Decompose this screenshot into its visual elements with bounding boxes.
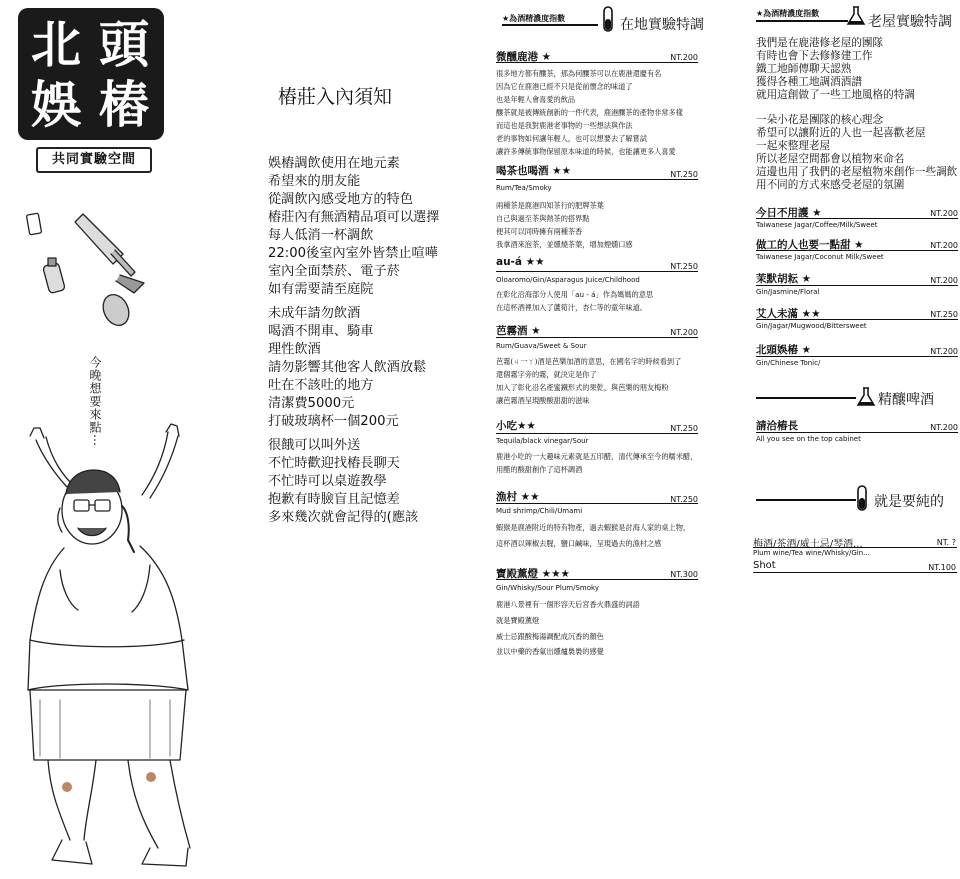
menu-item-desc: 加入了彰化沿名產蜜鐵形式的果乾，與芭樂的朋友梅粉 [496, 383, 669, 392]
menu-item-name: 茉默胡耘 ★ [756, 273, 812, 285]
flask-icon [856, 386, 876, 408]
illustration-caption: 今晚想要來點⋯ [88, 356, 102, 447]
menu-item-sub: Rum/Tea/Smoky [496, 184, 552, 192]
menu-item-sub: Tequila/black vinegar/Sour [496, 437, 589, 445]
menu-item-name: 做工的人也要一點甜 ★ [756, 239, 864, 251]
menu-item-price: NT.200 [930, 423, 958, 432]
menu-item-name: Shot [753, 560, 776, 571]
menu-item-sub: Gin/Jagar/Mugwood/Bittersweet [756, 322, 867, 330]
menu-item-desc: 因為它在鹿港已經不只是從前懷念的味道了 [496, 82, 633, 91]
section-title-old-house: 老屋實驗特調 [868, 14, 952, 30]
intro-line: 有時也會下去修修建工作 [756, 50, 873, 62]
menu-item-desc: 蝦猴是鹿港附近的特有物產，過去蝦猴是討海人家的桌上物， [496, 523, 691, 532]
header-rule [502, 24, 598, 26]
section-title-local: 在地實驗特調 [620, 17, 704, 33]
item-rule [753, 572, 957, 573]
logo-char: 北 [31, 16, 81, 74]
item-rule [753, 547, 957, 548]
notice-title: 樁莊入內須知 [278, 86, 393, 108]
item-rule [756, 432, 958, 433]
item-rule [496, 503, 698, 504]
menu-item-name: 寶殿薰燈 ★★★ [496, 568, 570, 580]
menu-item-sub: Taiwanese Jagar/Coffee/Milk/Sweet [756, 221, 878, 229]
menu-item-price: NT.250 [670, 424, 698, 433]
logo-subtitle: 共同實驗空間 [36, 147, 152, 173]
menu-item-sub: Gin/Chinese Tonic/ [756, 359, 821, 367]
menu-item-price: NT.200 [930, 209, 958, 218]
menu-item-name: 今日不用護 ★ [756, 207, 822, 219]
intro-line: 所以老屋空間都會以植物來命名 [756, 153, 905, 165]
notice-line: 打破玻璃杯一個200元 [268, 414, 399, 429]
menu-item-desc: 用醋的酸甜創作了這杯調酒 [496, 465, 583, 474]
menu-item-sub: All you see on the top cabinet [756, 435, 861, 443]
intro-line: 就用這創做了一些工地風格的特調 [756, 89, 915, 101]
menu-item-price: NT.200 [670, 53, 698, 62]
notice-line: 喝酒不開車、騎車 [268, 324, 374, 339]
item-rule [756, 218, 958, 219]
menu-item-desc: 威士忌跟酸梅湯調配成沉香的顏色 [496, 632, 604, 641]
menu-item-desc: 還個霧字旁的霧，就決定是你了 [496, 370, 597, 379]
intro-line: 我們是在鹿港修老屋的團隊 [756, 37, 884, 49]
notice-line: 請勿影響其他客人飲酒放鬆 [268, 360, 427, 375]
item-rule [496, 62, 698, 63]
menu-item-desc: 釀茶就是被傳統創新的一件代表，鹿港釀茶的產物非常多樣 [496, 108, 683, 117]
menu-item-name: 芭霧酒 ★ [496, 325, 541, 337]
item-rule [756, 250, 958, 251]
test-tube-icon [852, 484, 872, 514]
menu-item-desc: 讓芭霧酒呈現酸酸甜甜的滋味 [496, 396, 590, 405]
notice-line: 從調飲內感受地方的特色 [268, 192, 414, 207]
menu-item-price: NT.200 [670, 328, 698, 337]
header-rule [756, 397, 856, 399]
menu-item-desc: 便其可以同時擁有兩種茶香 [496, 227, 583, 236]
menu-item-sub: Gin/Whisky/Sour Plum/Smoky [496, 584, 599, 592]
menu-item-price: NT. ? [936, 538, 956, 547]
notice-line: 清潔費5000元 [268, 396, 355, 411]
menu-item-sub: Oloaromo/Gin/Asparagus Juice/Childhood [496, 276, 640, 284]
test-tube-icon [598, 5, 618, 35]
menu-item-desc: 在彰化沿海部分人使用「au - á」作為媽媽的意思 [496, 290, 654, 299]
menu-item-desc: 鹿港小吃的一大趣味元素就是五印醋，清代傳承至今的糯米醋， [496, 452, 698, 461]
menu-item-price: NT.250 [930, 310, 958, 319]
item-rule [496, 271, 698, 272]
menu-item-sub: Taiwanese Jagar/Coconut Milk/Sweet [756, 253, 884, 261]
flask-icon [846, 5, 866, 27]
section-title-pure: 就是要純的 [874, 494, 944, 510]
header-rule [756, 499, 856, 501]
item-rule [756, 285, 958, 286]
notice-line: 不忙時可以桌遊教學 [268, 474, 387, 489]
menu-item-name: 喝茶也喝酒 ★★ [496, 165, 571, 177]
menu-item-desc: 這杯酒以辣椒去腥，鹽口鹹味，呈現過去的漁村之感 [496, 539, 662, 548]
notice-line: 娛樁調飲使用在地元素 [268, 156, 400, 171]
menu-item-desc: 鹿港八景裡有一個形容天后宮香火鼎盛的詞語 [496, 600, 640, 609]
intro-line: 用不同的方式來感受老屋的氛圍 [756, 179, 905, 191]
menu-item-price: NT.300 [670, 570, 698, 579]
item-rule [496, 337, 698, 338]
menu-item-desc: 自己與過至茶與熱茶的搭界點 [496, 214, 590, 223]
intro-line: 獲得各種工地調酒酒譜 [756, 76, 862, 88]
notice-line: 抱歉有時臉盲且記憶差 [268, 492, 400, 507]
item-rule [496, 579, 698, 580]
menu-item-sub: Rum/Guava/Sweet & Sour [496, 342, 587, 350]
menu-item-price: NT.100 [928, 563, 956, 572]
menu-item-desc: 而這也是我對鹿港老事物的一些想法與作法 [496, 121, 633, 130]
menu-item-name: 小吃★★ [496, 420, 536, 432]
menu-item-name: 微醺鹿港 ★ [496, 51, 552, 63]
notice-line: 如有需要請至庭院 [268, 282, 374, 297]
intro-line: 這邊也用了我們的老屋植物來創作一些調飲 [756, 166, 958, 178]
menu-item-desc: 芭霧(ㄐ一ㄚ)酒是芭樂加酒的意思，在國名字的時候看到了 [496, 357, 682, 366]
menu-item-name: 艾人未滿 ★★ [756, 308, 821, 320]
logo-char: 樁 [99, 76, 149, 134]
menu-item-name: au-á ★★ [496, 256, 545, 268]
header-rule [756, 20, 848, 22]
notice-line: 每人低消一杯調飲 [268, 228, 374, 243]
menu-item-price: NT.250 [670, 170, 698, 179]
menu-item-desc: 讓許多傳統事物保留原本味道的時候，也能讓更多人喜愛 [496, 147, 676, 156]
item-rule [496, 179, 698, 180]
menu-item-sub: Mud shrimp/Chili/Umami [496, 507, 583, 515]
notice-line: 不忙時歡迎找樁長聊天 [268, 456, 400, 471]
intro-line: 希望可以讓附近的人也一起喜歡老屋 [756, 127, 926, 139]
menu-item-name: 北頭娛樁 ★ [756, 344, 812, 356]
intro-line: 一起來整理老屋 [756, 140, 831, 152]
item-rule [756, 319, 958, 320]
section-title-beer: 精釀啤酒 [878, 392, 934, 408]
item-rule [496, 433, 698, 434]
logo-char: 頭 [99, 16, 149, 74]
notice-line: 樁莊內有無酒精品項可以選擇 [268, 210, 440, 225]
menu-item-desc: 就是寶殿薰燈 [496, 616, 540, 625]
menu-item-price: NT.200 [930, 276, 958, 285]
intro-line: 鐵工地師傳聊天認熟 [756, 63, 852, 75]
floating-shaker-icon [98, 290, 133, 329]
menu-item-name: 請洽樁長 [756, 420, 798, 432]
menu-item-sub: Plum wine/Tea wine/Whisky/Gin... [753, 549, 870, 557]
menu-item-desc: 並以中藥的香氣出燻爐裊裊的感覺 [496, 647, 604, 656]
alcohol-index-note: ★為酒精濃度指數 [756, 9, 820, 18]
notice-line: 希望來的朋友能 [268, 174, 361, 189]
notice-line: 22:00後室內室外皆禁止喧嘩 [268, 246, 438, 261]
notice-line: 理性飲酒 [268, 342, 321, 357]
menu-item-name: 漁村 ★★ [496, 491, 540, 503]
menu-item-sub: Gin/Jasmine/Floral [756, 288, 820, 296]
floating-glass-icon [43, 258, 66, 294]
notice-line: 吐在不該吐的地方 [268, 378, 374, 393]
logo-char: 娛 [31, 76, 81, 134]
menu-item-price: NT.200 [930, 241, 958, 250]
menu-item-desc: 很多地方都有釀茶，那為何釀茶可以在鹿港還慶有名 [496, 69, 662, 78]
notice-line: 未成年請勿飲酒 [268, 306, 361, 321]
menu-item-price: NT.250 [670, 495, 698, 504]
notice-line: 很餓可以叫外送 [268, 438, 361, 453]
floating-bottle-icon [75, 214, 144, 293]
alcohol-index-note: ★為酒精濃度指數 [502, 14, 566, 23]
item-rule [756, 356, 958, 357]
menu-item-desc: 兩種茶是鹿港四知茶行的肥牌茶葉 [496, 201, 604, 210]
menu-item-desc: 在這杯酒裡加入了蘆筍汁，杏仁等的童年味道。 [496, 303, 647, 312]
notice-line: 室內全面禁菸、電子菸 [268, 264, 400, 279]
menu-item-desc: 也是年輕人會喜愛的飲品 [496, 95, 576, 104]
intro-line: 一朵小花是團隊的核心理念 [756, 114, 884, 126]
menu-item-price: NT.200 [930, 347, 958, 356]
floating-cup-icon [26, 213, 41, 235]
notice-line: 多來幾次就會記得的(應該 [268, 510, 419, 525]
menu-item-desc: 我拿酒來泡茶，並燻燒茶葉，增加煙燻口感 [496, 240, 633, 249]
menu-item-desc: 老的事物如何讓年輕人，也可以想要去了解嘗試 [496, 134, 647, 143]
menu-item-name: 梅酒/茶酒/威士忌/琴酒... [753, 539, 863, 550]
menu-item-price: NT.250 [670, 262, 698, 271]
